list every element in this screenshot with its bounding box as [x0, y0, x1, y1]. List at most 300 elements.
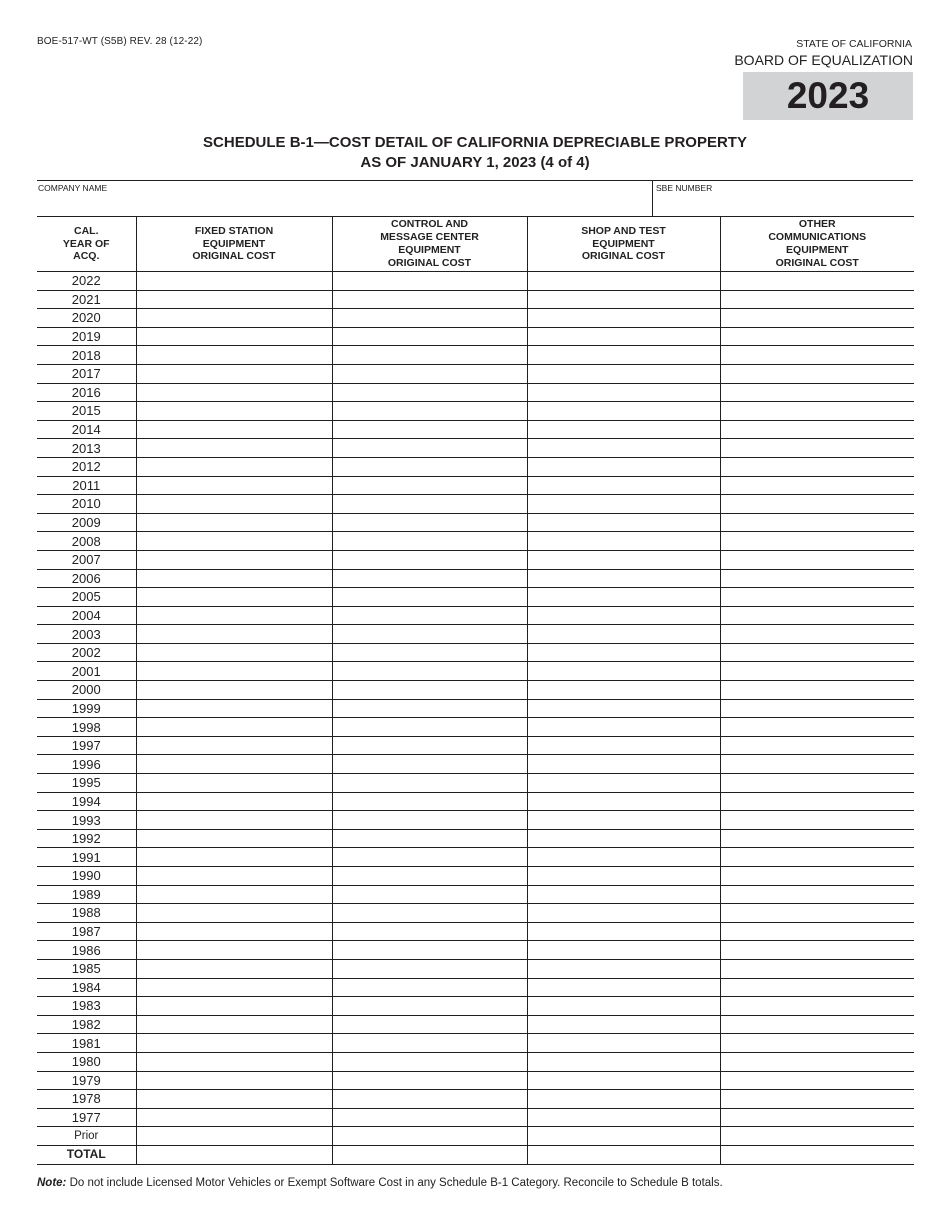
- table-row: [37, 1108, 914, 1127]
- col-fixed-station-cell[interactable]: [136, 1090, 332, 1109]
- col-control-message-cell[interactable]: [332, 811, 527, 830]
- col-fixed-station-header: [136, 217, 332, 272]
- header-line: COMMUNICATIONS: [768, 231, 867, 244]
- col-other-comm-cell[interactable]: [720, 457, 914, 476]
- col-shop-test-cell[interactable]: [527, 513, 720, 532]
- col-shop-test-cell[interactable]: [527, 625, 720, 644]
- table-row: [37, 959, 914, 978]
- col-control-message-cell[interactable]: [332, 718, 527, 737]
- col-other-comm-cell[interactable]: [720, 904, 914, 923]
- col-control-message-cell[interactable]: [332, 439, 527, 458]
- row-year-label: 2014: [37, 420, 136, 439]
- col-other-comm-cell[interactable]: [720, 681, 914, 700]
- col-other-comm-cell[interactable]: [720, 792, 914, 811]
- table-row: [37, 457, 914, 476]
- table-row: [37, 383, 914, 402]
- table-row: [37, 699, 914, 718]
- col-shop-test-cell[interactable]: [527, 867, 720, 886]
- row-year-label: 2001: [37, 662, 136, 681]
- row-year-label: 2017: [37, 364, 136, 383]
- col-control-message-cell[interactable]: [332, 662, 527, 681]
- col-fixed-station-cell[interactable]: [136, 606, 332, 625]
- col-fixed-station-cell[interactable]: [136, 997, 332, 1016]
- col-control-message-cell[interactable]: [332, 606, 527, 625]
- col-control-message-cell[interactable]: [332, 681, 527, 700]
- col-shop-test-cell[interactable]: [527, 532, 720, 551]
- table-row: [37, 904, 914, 923]
- col-control-message-cell[interactable]: [332, 922, 527, 941]
- col-fixed-station-cell[interactable]: [136, 718, 332, 737]
- col-control-message-cell[interactable]: [332, 1145, 527, 1164]
- col-other-comm-cell[interactable]: [720, 327, 914, 346]
- col-fixed-station-cell[interactable]: [136, 569, 332, 588]
- col-control-message-cell[interactable]: [332, 885, 527, 904]
- col-other-comm-cell[interactable]: [720, 848, 914, 867]
- col-fixed-station-cell[interactable]: [136, 755, 332, 774]
- col-fixed-station-cell[interactable]: [136, 327, 332, 346]
- row-year-label: 2003: [37, 625, 136, 644]
- col-shop-test-cell[interactable]: [527, 718, 720, 737]
- col-other-comm-cell[interactable]: [720, 755, 914, 774]
- col-year-acq-header: [37, 217, 136, 272]
- state-label: STATE OF CALIFORNIA: [796, 38, 912, 50]
- year-badge: 2023: [743, 72, 913, 120]
- table-row: [37, 643, 914, 662]
- table-row: [37, 346, 914, 365]
- col-shop-test-cell[interactable]: [527, 1090, 720, 1109]
- col-control-message-cell[interactable]: [332, 736, 527, 755]
- col-other-comm-cell[interactable]: [720, 532, 914, 551]
- col-shop-test-cell[interactable]: [527, 457, 720, 476]
- col-shop-test-cell[interactable]: [527, 383, 720, 402]
- col-other-comm-cell[interactable]: [720, 383, 914, 402]
- col-shop-test-header: [527, 217, 720, 272]
- col-shop-test-cell[interactable]: [527, 476, 720, 495]
- col-control-message-cell[interactable]: [332, 272, 527, 291]
- col-shop-test-cell[interactable]: [527, 327, 720, 346]
- col-shop-test-cell[interactable]: [527, 588, 720, 607]
- col-control-message-cell[interactable]: [332, 959, 527, 978]
- col-shop-test-cell[interactable]: [527, 550, 720, 569]
- col-other-comm-cell[interactable]: [720, 1090, 914, 1109]
- header-line: ORIGINAL COST: [387, 256, 472, 269]
- row-year-label: 2009: [37, 513, 136, 532]
- col-fixed-station-cell[interactable]: [136, 848, 332, 867]
- col-shop-test-cell[interactable]: [527, 1071, 720, 1090]
- table-row: [37, 997, 914, 1016]
- row-year-label: 1985: [37, 959, 136, 978]
- col-fixed-station-cell[interactable]: [136, 867, 332, 886]
- col-other-comm-cell[interactable]: [720, 402, 914, 421]
- col-fixed-station-cell[interactable]: [136, 476, 332, 495]
- col-fixed-station-cell[interactable]: [136, 922, 332, 941]
- table-row: [37, 811, 914, 830]
- col-control-message-cell[interactable]: [332, 643, 527, 662]
- cost-detail-table: [37, 216, 914, 1165]
- col-other-comm-cell[interactable]: [720, 272, 914, 291]
- table-row: [37, 848, 914, 867]
- col-other-comm-cell[interactable]: [720, 625, 914, 644]
- col-other-comm-cell[interactable]: [720, 1145, 914, 1164]
- col-other-comm-cell[interactable]: [720, 588, 914, 607]
- col-shop-test-cell[interactable]: [527, 1015, 720, 1034]
- col-shop-test-cell[interactable]: [527, 662, 720, 681]
- col-other-comm-cell[interactable]: [720, 606, 914, 625]
- col-shop-test-cell[interactable]: [527, 495, 720, 514]
- row-year-label: 1979: [37, 1071, 136, 1090]
- row-year-label: 1994: [37, 792, 136, 811]
- col-fixed-station-cell[interactable]: [136, 1034, 332, 1053]
- col-other-comm-cell[interactable]: [720, 885, 914, 904]
- header-line: ORIGINAL COST: [775, 256, 859, 269]
- col-control-message-cell[interactable]: [332, 997, 527, 1016]
- table-row: [37, 402, 914, 421]
- col-control-message-cell[interactable]: [332, 848, 527, 867]
- col-shop-test-cell[interactable]: [527, 606, 720, 625]
- col-control-message-cell[interactable]: [332, 402, 527, 421]
- row-year-label: 2016: [37, 383, 136, 402]
- row-year-label: 1992: [37, 829, 136, 848]
- table-row: [37, 513, 914, 532]
- col-other-comm-cell[interactable]: [720, 1052, 914, 1071]
- col-other-comm-cell[interactable]: [720, 309, 914, 328]
- header-line: EQUIPMENT: [398, 244, 461, 256]
- col-shop-test-cell[interactable]: [527, 1127, 720, 1146]
- col-other-comm-cell[interactable]: [720, 997, 914, 1016]
- col-other-comm-cell[interactable]: [720, 1015, 914, 1034]
- col-shop-test-cell[interactable]: [527, 1052, 720, 1071]
- sbe-number-field[interactable]: [652, 181, 914, 217]
- col-other-comm-cell[interactable]: [720, 476, 914, 495]
- col-other-comm-cell[interactable]: [720, 1034, 914, 1053]
- table-header-row: [37, 217, 914, 272]
- col-other-comm-cell[interactable]: [720, 1108, 914, 1127]
- col-other-comm-cell[interactable]: [720, 718, 914, 737]
- col-control-message-cell[interactable]: [332, 829, 527, 848]
- row-year-label: 2005: [37, 588, 136, 607]
- row-year-label: 1996: [37, 755, 136, 774]
- col-other-comm-cell[interactable]: [720, 495, 914, 514]
- col-shop-test-cell[interactable]: [527, 346, 720, 365]
- col-control-message-cell[interactable]: [332, 1108, 527, 1127]
- table-row: [37, 829, 914, 848]
- company-name-field[interactable]: [37, 181, 652, 217]
- col-fixed-station-cell[interactable]: [136, 513, 332, 532]
- col-shop-test-cell[interactable]: [527, 792, 720, 811]
- col-shop-test-cell[interactable]: [527, 774, 720, 793]
- col-shop-test-cell[interactable]: [527, 420, 720, 439]
- col-control-message-cell[interactable]: [332, 904, 527, 923]
- footnote: [37, 1177, 723, 1189]
- table-row: [37, 662, 914, 681]
- table-row: [37, 550, 914, 569]
- col-other-comm-cell[interactable]: [720, 811, 914, 830]
- col-other-comm-cell[interactable]: [720, 941, 914, 960]
- sbe-number-label: SBE NUMBER: [656, 183, 713, 193]
- col-fixed-station-cell[interactable]: [136, 1015, 332, 1034]
- table-row: [37, 625, 914, 644]
- title-line-1: SCHEDULE B-1—COST DETAIL OF CALIFORNIA DEPRECIABLE PROPERTY: [203, 134, 747, 151]
- table-row: [37, 922, 914, 941]
- header-line: SHOP AND TEST: [581, 224, 666, 237]
- col-fixed-station-cell[interactable]: [136, 1145, 332, 1164]
- col-other-comm-cell[interactable]: [720, 346, 914, 365]
- col-fixed-station-cell[interactable]: [136, 978, 332, 997]
- col-control-message-cell[interactable]: [332, 625, 527, 644]
- col-fixed-station-cell[interactable]: [136, 1052, 332, 1071]
- col-shop-test-cell[interactable]: [527, 1034, 720, 1053]
- col-shop-test-cell[interactable]: [527, 569, 720, 588]
- header-line: FIXED STATION: [194, 224, 274, 237]
- col-fixed-station-cell[interactable]: [136, 681, 332, 700]
- col-shop-test-cell[interactable]: [527, 309, 720, 328]
- col-shop-test-cell[interactable]: [527, 699, 720, 718]
- col-fixed-station-cell[interactable]: [136, 1108, 332, 1127]
- col-other-comm-cell[interactable]: [720, 1127, 914, 1146]
- row-year-label: Prior: [37, 1127, 136, 1146]
- row-year-label: 1984: [37, 978, 136, 997]
- col-control-message-cell[interactable]: [332, 1052, 527, 1071]
- col-fixed-station-cell[interactable]: [136, 792, 332, 811]
- col-fixed-station-cell[interactable]: [136, 272, 332, 291]
- table-row: [37, 941, 914, 960]
- col-fixed-station-cell[interactable]: [136, 736, 332, 755]
- col-control-message-cell[interactable]: [332, 383, 527, 402]
- title-line-2: AS OF JANUARY 1, 2023 (4 of 4): [360, 153, 590, 171]
- col-shop-test-cell[interactable]: [527, 1108, 720, 1127]
- col-other-comm-cell[interactable]: [720, 959, 914, 978]
- table-row: [37, 476, 914, 495]
- col-other-comm-header: [720, 217, 914, 272]
- form-id: BOE-517-WT (S5B) REV. 28 (12-22): [37, 36, 203, 47]
- col-fixed-station-cell[interactable]: [136, 1071, 332, 1090]
- header-line: EQUIPMENT: [592, 237, 655, 250]
- table-row: [37, 1071, 914, 1090]
- col-other-comm-cell[interactable]: [720, 569, 914, 588]
- col-other-comm-cell[interactable]: [720, 736, 914, 755]
- header-line: ORIGINAL COST: [192, 250, 276, 263]
- col-other-comm-cell[interactable]: [720, 978, 914, 997]
- col-other-comm-cell[interactable]: [720, 513, 914, 532]
- table-row: [37, 755, 914, 774]
- col-fixed-station-cell[interactable]: [136, 699, 332, 718]
- col-other-comm-cell[interactable]: [720, 867, 914, 886]
- col-control-message-cell[interactable]: [332, 1090, 527, 1109]
- row-year-label: 2007: [37, 550, 136, 569]
- table-row: [37, 1015, 914, 1034]
- row-year-label: 1993: [37, 811, 136, 830]
- col-fixed-station-cell[interactable]: [136, 625, 332, 644]
- table-row: [37, 885, 914, 904]
- col-fixed-station-cell[interactable]: [136, 439, 332, 458]
- table-row: [37, 978, 914, 997]
- col-control-message-cell[interactable]: [332, 1071, 527, 1090]
- row-year-label: 2011: [37, 476, 136, 495]
- header-line: YEAR OF: [62, 237, 110, 250]
- table-row: [37, 1052, 914, 1071]
- row-year-label: 1991: [37, 848, 136, 867]
- col-fixed-station-cell[interactable]: [136, 383, 332, 402]
- col-control-message-cell[interactable]: [332, 978, 527, 997]
- col-control-message-cell[interactable]: [332, 550, 527, 569]
- col-shop-test-cell[interactable]: [527, 997, 720, 1016]
- col-fixed-station-cell[interactable]: [136, 588, 332, 607]
- board-label: BOARD OF EQUALIZATION: [734, 52, 913, 68]
- col-control-message-cell[interactable]: [332, 941, 527, 960]
- table-row: [37, 718, 914, 737]
- col-control-message-cell[interactable]: [332, 290, 527, 309]
- col-fixed-station-cell[interactable]: [136, 885, 332, 904]
- col-fixed-station-cell[interactable]: [136, 774, 332, 793]
- col-fixed-station-cell[interactable]: [136, 290, 332, 309]
- col-control-message-cell[interactable]: [332, 364, 527, 383]
- col-control-message-cell[interactable]: [332, 495, 527, 514]
- col-shop-test-cell[interactable]: [527, 885, 720, 904]
- col-fixed-station-cell[interactable]: [136, 829, 332, 848]
- col-control-message-header: [332, 217, 527, 272]
- col-fixed-station-cell[interactable]: [136, 550, 332, 569]
- col-fixed-station-cell[interactable]: [136, 309, 332, 328]
- header-line: CAL.: [74, 224, 99, 237]
- col-other-comm-cell[interactable]: [720, 774, 914, 793]
- col-fixed-station-cell[interactable]: [136, 346, 332, 365]
- col-control-message-cell[interactable]: [332, 476, 527, 495]
- col-other-comm-cell[interactable]: [720, 1071, 914, 1090]
- col-fixed-station-cell[interactable]: [136, 1127, 332, 1146]
- row-year-label: 2019: [37, 327, 136, 346]
- col-other-comm-cell[interactable]: [720, 364, 914, 383]
- row-year-label: 1977: [37, 1108, 136, 1127]
- row-year-label: 2015: [37, 402, 136, 421]
- col-control-message-cell[interactable]: [332, 513, 527, 532]
- col-control-message-cell[interactable]: [332, 1015, 527, 1034]
- col-fixed-station-cell[interactable]: [136, 532, 332, 551]
- col-shop-test-cell[interactable]: [527, 811, 720, 830]
- col-control-message-cell[interactable]: [332, 1127, 527, 1146]
- col-control-message-cell[interactable]: [332, 457, 527, 476]
- row-year-label: 1988: [37, 904, 136, 923]
- row-year-label: 1983: [37, 997, 136, 1016]
- table-row: [37, 495, 914, 514]
- col-control-message-cell[interactable]: [332, 309, 527, 328]
- row-year-label: 1997: [37, 736, 136, 755]
- table-body: [37, 272, 914, 1165]
- col-shop-test-cell[interactable]: [527, 643, 720, 662]
- row-year-label: 1986: [37, 941, 136, 960]
- row-year-label: 2020: [37, 309, 136, 328]
- row-year-label: TOTAL: [37, 1145, 136, 1164]
- col-shop-test-cell[interactable]: [527, 439, 720, 458]
- col-control-message-cell[interactable]: [332, 699, 527, 718]
- col-control-message-cell[interactable]: [332, 532, 527, 551]
- col-other-comm-cell[interactable]: [720, 439, 914, 458]
- col-fixed-station-cell[interactable]: [136, 364, 332, 383]
- col-control-message-cell[interactable]: [332, 569, 527, 588]
- col-shop-test-cell[interactable]: [527, 364, 720, 383]
- col-shop-test-cell[interactable]: [527, 978, 720, 997]
- col-control-message-cell[interactable]: [332, 792, 527, 811]
- note-text: Do not include Licensed Motor Vehicles or Exempt Software Cost in any Schedule B-1 Category. Reconcile to Schedule B totals.: [66, 1177, 723, 1189]
- col-control-message-cell[interactable]: [332, 755, 527, 774]
- row-year-label: 2012: [37, 457, 136, 476]
- col-shop-test-cell[interactable]: [527, 272, 720, 291]
- col-fixed-station-cell[interactable]: [136, 420, 332, 439]
- company-info-row: [37, 180, 913, 217]
- col-fixed-station-cell[interactable]: [136, 402, 332, 421]
- col-fixed-station-cell[interactable]: [136, 941, 332, 960]
- col-control-message-cell[interactable]: [332, 867, 527, 886]
- col-fixed-station-cell[interactable]: [136, 662, 332, 681]
- col-shop-test-cell[interactable]: [527, 1145, 720, 1164]
- row-year-label: 1990: [37, 867, 136, 886]
- col-shop-test-cell[interactable]: [527, 941, 720, 960]
- row-year-label: 1978: [37, 1090, 136, 1109]
- schedule-title: [0, 133, 950, 172]
- col-shop-test-cell[interactable]: [527, 848, 720, 867]
- col-other-comm-cell[interactable]: [720, 699, 914, 718]
- col-other-comm-cell[interactable]: [720, 550, 914, 569]
- table-row: [37, 1145, 914, 1164]
- header-line: OTHER: [798, 218, 836, 231]
- col-control-message-cell[interactable]: [332, 346, 527, 365]
- table-row: [37, 867, 914, 886]
- col-other-comm-cell[interactable]: [720, 922, 914, 941]
- col-shop-test-cell[interactable]: [527, 736, 720, 755]
- col-control-message-cell[interactable]: [332, 588, 527, 607]
- col-other-comm-cell[interactable]: [720, 643, 914, 662]
- col-fixed-station-cell[interactable]: [136, 457, 332, 476]
- col-other-comm-cell[interactable]: [720, 420, 914, 439]
- col-fixed-station-cell[interactable]: [136, 811, 332, 830]
- col-shop-test-cell[interactable]: [527, 922, 720, 941]
- col-shop-test-cell[interactable]: [527, 959, 720, 978]
- col-shop-test-cell[interactable]: [527, 904, 720, 923]
- row-year-label: 2022: [37, 272, 136, 291]
- table-row: [37, 309, 914, 328]
- row-year-label: 1987: [37, 922, 136, 941]
- col-control-message-cell[interactable]: [332, 327, 527, 346]
- col-fixed-station-cell[interactable]: [136, 904, 332, 923]
- row-year-label: 2010: [37, 495, 136, 514]
- col-other-comm-cell[interactable]: [720, 829, 914, 848]
- table-row: [37, 1127, 914, 1146]
- row-year-label: 2013: [37, 439, 136, 458]
- table-row: [37, 588, 914, 607]
- col-fixed-station-cell[interactable]: [136, 495, 332, 514]
- col-fixed-station-cell[interactable]: [136, 959, 332, 978]
- col-control-message-cell[interactable]: [332, 420, 527, 439]
- table-row: [37, 439, 914, 458]
- col-shop-test-cell[interactable]: [527, 290, 720, 309]
- row-year-label: 1980: [37, 1052, 136, 1071]
- table-row: [37, 569, 914, 588]
- col-shop-test-cell[interactable]: [527, 681, 720, 700]
- col-other-comm-cell[interactable]: [720, 662, 914, 681]
- col-control-message-cell[interactable]: [332, 1034, 527, 1053]
- row-year-label: 1999: [37, 699, 136, 718]
- col-other-comm-cell[interactable]: [720, 290, 914, 309]
- header-line: EQUIPMENT: [202, 237, 266, 250]
- col-shop-test-cell[interactable]: [527, 829, 720, 848]
- row-year-label: 2000: [37, 681, 136, 700]
- table-row: [37, 272, 914, 291]
- col-shop-test-cell[interactable]: [527, 402, 720, 421]
- col-fixed-station-cell[interactable]: [136, 643, 332, 662]
- row-year-label: 2004: [37, 606, 136, 625]
- table-row: [37, 1090, 914, 1109]
- col-shop-test-cell[interactable]: [527, 755, 720, 774]
- col-control-message-cell[interactable]: [332, 774, 527, 793]
